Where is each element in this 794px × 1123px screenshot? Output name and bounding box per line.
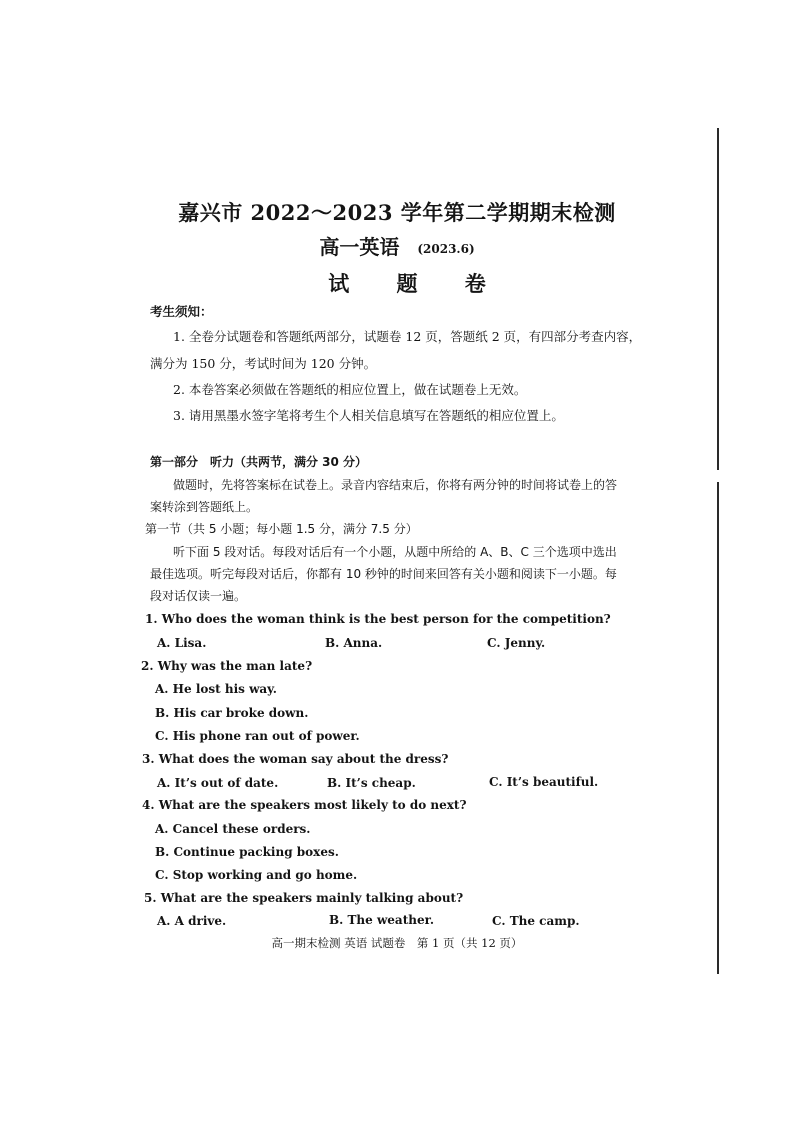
section1-heading: 第一节（共 5 小题；每小题 1.5 分，满分 7.5 分） [145,522,418,536]
question-stem: 3. What does the woman say about the dress? [142,752,449,766]
exam-title: 嘉兴市 2022～2023 学年第二学期期末检测 [178,200,616,225]
option-c: C. The camp. [492,914,580,928]
page-edge-line [717,482,719,974]
question-stem: 2. Why was the man late? [141,659,313,673]
option-c: C. Jenny. [487,636,546,650]
notice-item-1-cont: 满分为 150 分，考试时间为 120 分钟。 [150,356,377,371]
question-stem: 5. What are the speakers mainly talking about? [144,891,464,905]
page-edge-line [717,128,719,470]
option-b: B. Anna. [325,636,383,650]
option-a: A. It’s out of date. [157,776,279,790]
option-c: C. Stop working and go home. [155,868,358,882]
option-b: B. The weather. [329,913,435,927]
notice-item-2: 2. 本卷答案必须做在答题纸的相应位置上，做在试题卷上无效。 [173,382,527,397]
option-b: B. His car broke down. [155,706,309,720]
exam-subtitle [0,231,794,260]
option-b: B. It’s cheap. [327,776,416,790]
notice-heading: 考生须知： [150,304,213,319]
option-c: C. His phone ran out of power. [155,729,360,743]
page-footer: 高一期末检测 英语 试题卷 第 1 页（共 12 页） [271,936,523,950]
option-a: A. Lisa. [157,636,207,650]
option-a: A. A drive. [157,914,227,928]
option-b: B. Continue packing boxes. [155,845,339,859]
part1-heading: 第一部分 听力（共两节，满分 30 分） [150,455,368,469]
exam-date: (2023.6) [417,241,475,256]
section1-instruction-end: 段对话仅读一遍。 [150,589,247,603]
paper-label: 试 题 卷 [328,271,506,296]
option-a: A. He lost his way. [155,682,277,696]
question-stem: 1. Who does the woman think is the best person for the competition? [145,612,611,626]
option-c: C. It’s beautiful. [489,775,599,789]
section1-instruction-cont: 最佳选项。听完每段对话后，你都有 10 秒钟的时间来回答有关小题和阅读下一小题。每 [150,567,617,581]
subject-label: 高一英语 [319,235,400,259]
option-a: A. Cancel these orders. [155,822,311,836]
part1-instruction-cont: 案转涂到答题纸上。 [150,500,259,514]
notice-item-1: 1. 全卷分试题卷和答题纸两部分，试题卷 12 页，答题纸 2 页，有四部分考查内容， [173,329,642,344]
part1-instruction: 做题时，先将答案标在试卷上。录音内容结束后，你将有两分钟的时间将试卷上的答 [173,478,618,492]
question-stem: 4. What are the speakers most likely to do next? [142,798,467,812]
notice-item-3: 3. 请用黑墨水签字笔将考生个人相关信息填写在答题纸的相应位置上。 [173,408,564,423]
section1-instruction: 听下面 5 段对话。每段对话后有一个小题，从题中所给的 A、B、C 三个选项中选出 [173,545,617,559]
